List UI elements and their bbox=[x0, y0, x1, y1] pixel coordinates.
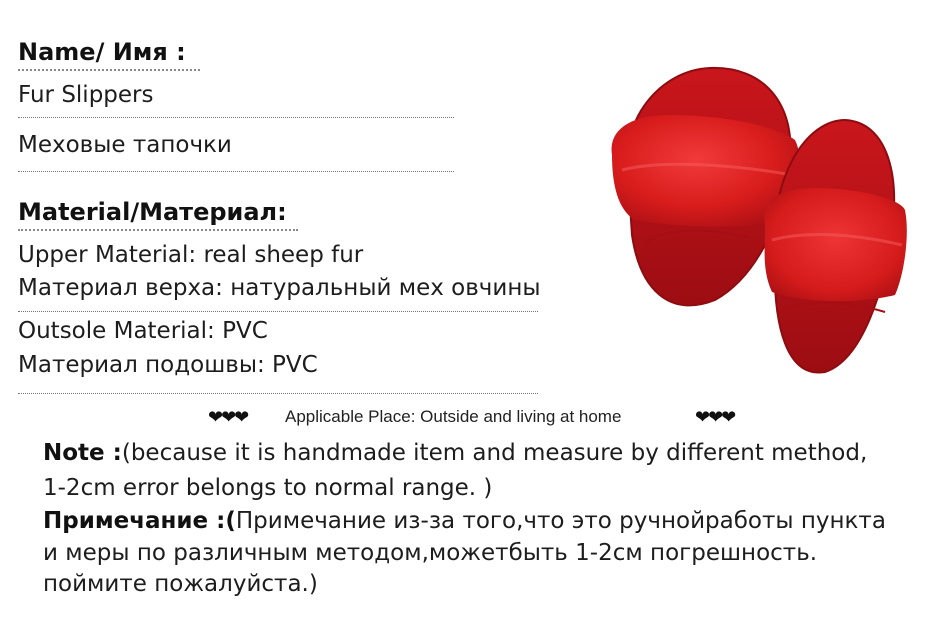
note-text-en-2: 1-2cm error belongs to normal range. ) bbox=[43, 475, 493, 501]
material-heading: Material/Материал: bbox=[18, 198, 287, 226]
divider bbox=[18, 117, 454, 118]
note-ru-line-1 bbox=[43, 508, 886, 534]
outsole-material-ru: Материал подошвы: PVC bbox=[18, 352, 318, 378]
divider bbox=[18, 171, 454, 172]
divider bbox=[18, 311, 538, 312]
note-en-line-1 bbox=[43, 440, 867, 466]
divider bbox=[18, 229, 298, 231]
product-name-en: Fur Slippers bbox=[18, 82, 154, 108]
note-text-en-1: (because it is handmade item and measure by different method, bbox=[121, 440, 868, 466]
divider bbox=[18, 393, 538, 394]
upper-material-ru: Материал верха: натуральный мех овчины bbox=[18, 275, 541, 301]
hearts-right-icon: ❤❤❤ bbox=[695, 407, 735, 428]
hearts-left-icon: ❤❤❤ bbox=[208, 407, 248, 428]
note-text-ru-2: и меры по различным методом,можетбыть 1-2см погрешность. bbox=[43, 540, 818, 566]
note-text-ru-1: Примечание из-за того,что это ручнойработы пункта bbox=[235, 508, 886, 534]
note-text-ru-3: поймите пожалуйста.) bbox=[43, 571, 318, 597]
product-name-ru: Меховые тапочки bbox=[18, 132, 232, 158]
divider bbox=[18, 69, 200, 71]
slippers-photo bbox=[600, 60, 910, 380]
name-heading: Name/ Имя : bbox=[18, 38, 186, 66]
note-label-ru: Примечание :( bbox=[43, 508, 236, 534]
applicable-place: Applicable Place: Outside and living at home bbox=[285, 407, 622, 426]
note-label-en: Note : bbox=[43, 440, 122, 466]
upper-material-en: Upper Material: real sheep fur bbox=[18, 242, 364, 268]
outsole-material-en: Outsole Material: PVC bbox=[18, 318, 268, 344]
